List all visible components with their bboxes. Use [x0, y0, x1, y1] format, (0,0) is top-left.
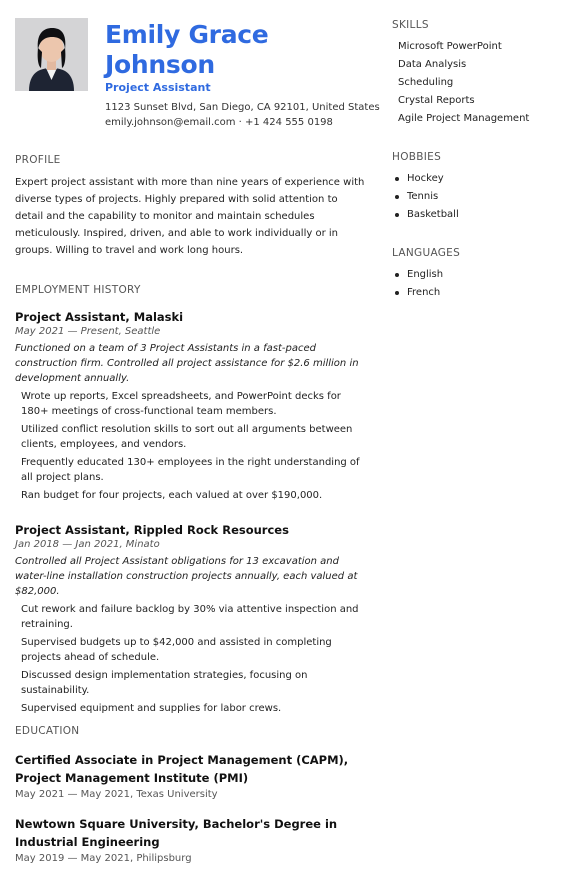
hobby-item [392, 206, 567, 224]
skill-item: Microsoft PowerPoint [398, 41, 502, 52]
hobby-label: Basketball [407, 209, 459, 220]
skills-list [392, 38, 567, 128]
job-date: May 2021 — Present, Seattle [15, 326, 161, 337]
name-line-1: Emily Grace [105, 20, 269, 49]
candidate-job-title: Project Assistant [105, 81, 211, 94]
job-bullet: Wrote up reports, Excel spreadsheets, and PowerPoint decks for 180+ meetings of cross-functional team members. [21, 391, 341, 417]
job-entry [15, 310, 367, 503]
hobbies-list [392, 170, 567, 224]
name-line-2: Johnson [105, 50, 215, 79]
job-bullet: Discussed design implementation strategies, focusing on sustainability. [21, 670, 308, 696]
languages-heading: LANGUAGES [392, 247, 461, 259]
contact-block [105, 100, 380, 130]
job-bullet: Frequently educated 130+ employees in the right understanding of all project plans. [21, 457, 360, 483]
education-section [15, 725, 367, 866]
hobby-label: Tennis [407, 191, 439, 202]
job-title: Project Assistant, Malaski [15, 310, 184, 324]
skills-heading: SKILLS [392, 19, 429, 31]
education-title: Certified Associate in Project Management (CAPM), Project Management Institute (PMI) [15, 753, 349, 785]
language-item [392, 284, 567, 302]
languages-section [392, 247, 567, 302]
skill-item: Agile Project Management [398, 113, 530, 124]
bullet-dot-icon [395, 177, 399, 181]
education-date: May 2021 — May 2021, Texas University [15, 789, 218, 800]
skills-section [392, 19, 567, 128]
job-bullet: Utilized conflict resolution skills to sort out all arguments between clients, employees, and vendors. [21, 424, 353, 450]
contact-text: emily.johnson@email.com · +1 424 555 0198 [105, 117, 333, 128]
profile-section [15, 154, 367, 259]
candidate-name [105, 20, 268, 80]
profile-photo [15, 18, 88, 91]
bullet-dot-icon [395, 195, 399, 199]
hobby-label: Hockey [407, 173, 444, 184]
portrait-image [15, 18, 88, 91]
profile-heading: PROFILE [15, 154, 61, 166]
job-title: Project Assistant, Rippled Rock Resources [15, 523, 289, 537]
employment-heading: EMPLOYMENT HISTORY [15, 284, 141, 296]
bullet-dot-icon [395, 213, 399, 217]
languages-list [392, 266, 567, 302]
job-bullets [15, 389, 367, 503]
education-entry [15, 815, 367, 866]
language-label: French [407, 287, 441, 298]
hobby-item [392, 188, 567, 206]
bullet-dot-icon [395, 291, 399, 295]
employment-section [15, 284, 367, 719]
profile-text: Expert project assistant with more than nine years of experience with diverse types of projects. Highly prepared with solid attention to detail and the capability to monitor and maintain schedules meticulously. Inspired, driven, and able to work individually or in groups. Willing to travel and work long hours. [15, 177, 365, 256]
hobbies-section [392, 151, 567, 224]
education-entry [15, 751, 367, 802]
education-heading: EDUCATION [15, 725, 80, 737]
job-bullet: Cut rework and failure backlog by 30% via attentive inspection and retraining. [21, 604, 359, 630]
job-bullet: Supervised budgets up to $42,000 and assisted in completing projects ahead of schedule. [21, 637, 332, 663]
address-text: 1123 Sunset Blvd, San Diego, CA 92101, United States [105, 102, 380, 113]
skill-item: Crystal Reports [398, 95, 475, 106]
skill-item: Scheduling [398, 77, 454, 88]
bullet-dot-icon [395, 273, 399, 277]
job-bullet: Ran budget for four projects, each valued at over $190,000. [21, 490, 323, 501]
job-description: Controlled all Project Assistant obligations for 13 excavation and water-line installation construction projects annually, each valued at $82,000. [15, 556, 358, 597]
hobbies-heading: HOBBIES [392, 151, 442, 163]
language-label: English [407, 269, 444, 280]
job-entry [15, 523, 367, 716]
education-date: May 2019 — May 2021, Philipsburg [15, 853, 192, 864]
skill-item: Data Analysis [398, 59, 467, 70]
job-bullet: Supervised equipment and supplies for labor crews. [21, 703, 282, 714]
job-description: Functioned on a team of 3 Project Assistants in a fast-paced construction firm. Controlled all project assistance for $2.6 million in development annually. [15, 343, 359, 384]
education-title: Newtown Square University, Bachelor's Degree in Industrial Engineering [15, 817, 338, 849]
language-item [392, 266, 567, 284]
job-bullets [15, 602, 367, 716]
job-date: Jan 2018 — Jan 2021, Minato [15, 539, 160, 550]
hobby-item [392, 170, 567, 188]
